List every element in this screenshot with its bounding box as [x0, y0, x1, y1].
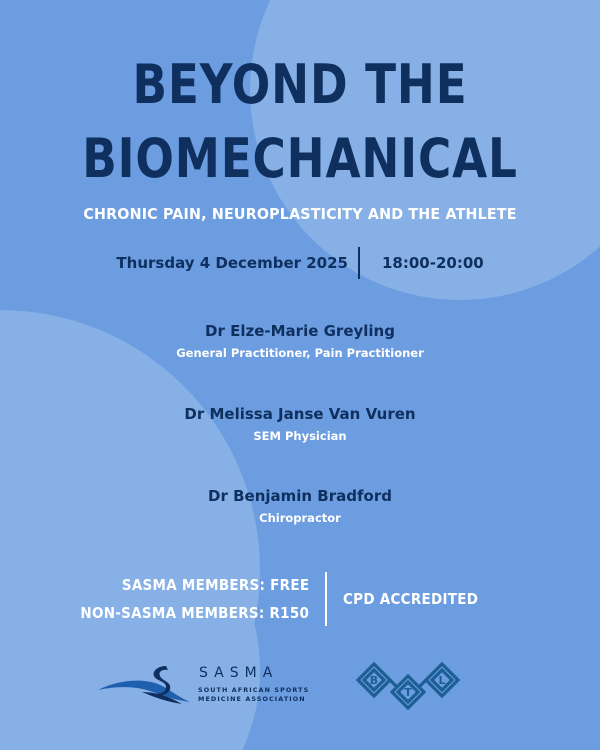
event-date: Thursday 4 December 2025 — [116, 254, 348, 272]
speaker-1-name: Dr Elze-Marie Greyling — [205, 322, 395, 340]
cpd-accredited-label: CPD ACCREDITED — [343, 590, 479, 608]
date-time-divider — [358, 247, 360, 279]
sasma-wordmark: SASMA — [199, 665, 279, 681]
event-title-line-1: BEYOND THE — [132, 53, 468, 116]
sasma-swoosh-icon — [96, 664, 196, 708]
event-subtitle: CHRONIC PAIN, NEUROPLASTICITY AND THE ATHLETE — [83, 205, 517, 223]
btl-letter-l: L — [438, 674, 446, 687]
btl-letter-t: T — [404, 686, 412, 699]
pricing-divider — [325, 572, 327, 626]
non-members-price: NON-SASMA MEMBERS: R150 — [80, 604, 309, 622]
speaker-2-role: SEM Physician — [253, 429, 347, 443]
sasma-logo — [96, 664, 310, 716]
sasma-tagline-1: SOUTH AFRICAN SPORTS — [198, 686, 310, 694]
speaker-3-role: Chiropractor — [259, 511, 341, 525]
speaker-1-role: General Practitioner, Pain Practitioner — [176, 346, 424, 360]
speaker-2-name: Dr Melissa Janse Van Vuren — [184, 405, 416, 423]
btl-logo — [352, 656, 464, 720]
sasma-tagline-2: MEDICINE ASSOCIATION — [198, 695, 306, 703]
event-time: 18:00-20:00 — [382, 254, 484, 272]
speaker-3-name: Dr Benjamin Bradford — [208, 487, 392, 505]
event-title-line-2: BIOMECHANICAL — [82, 127, 518, 190]
members-price: SASMA MEMBERS: FREE — [121, 576, 309, 594]
btl-letter-b: B — [369, 674, 379, 687]
